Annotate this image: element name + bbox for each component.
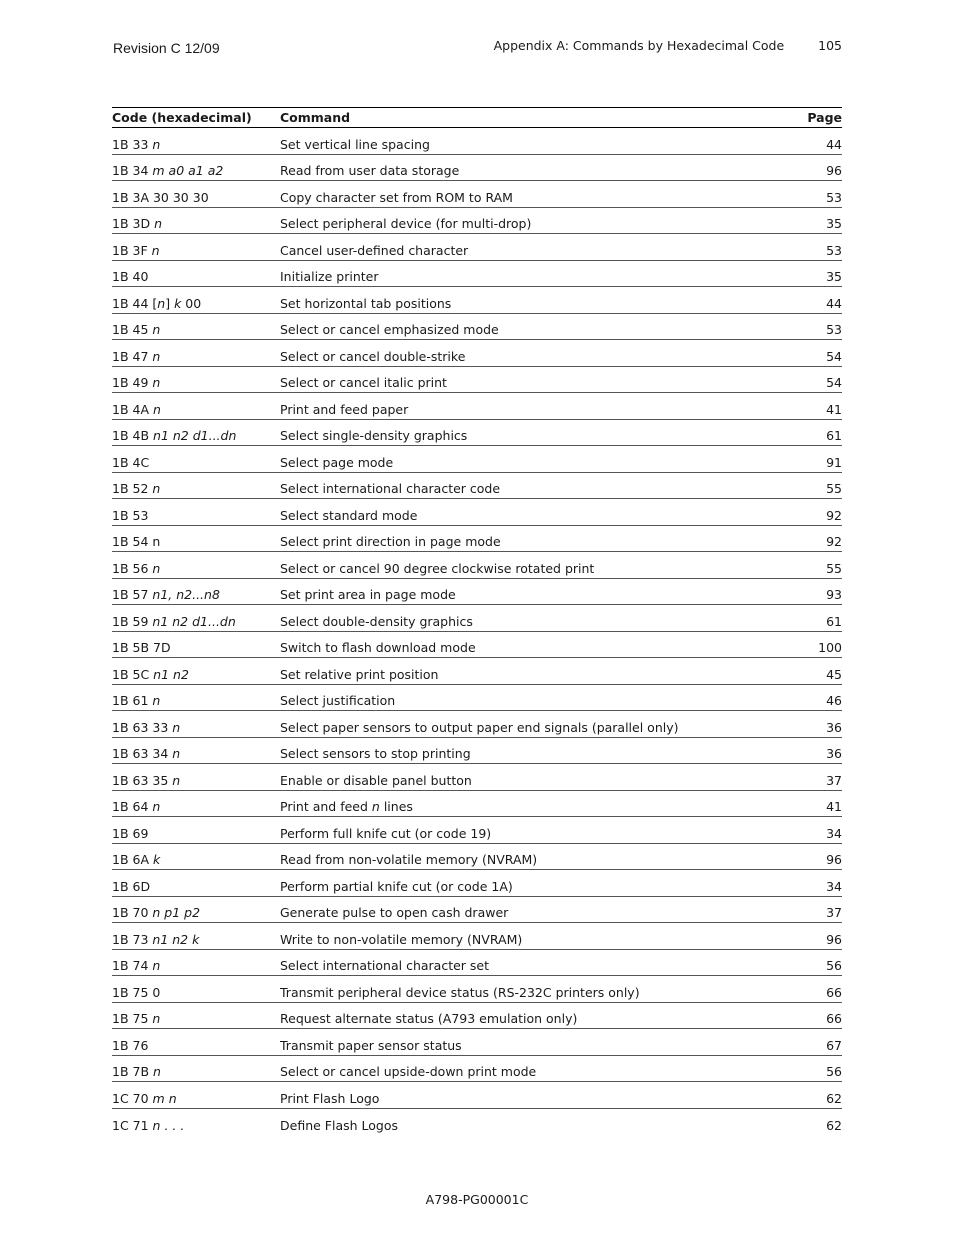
code-text: 1B 3A 30 30 30: [112, 189, 209, 205]
code-cell: [112, 137, 280, 152]
table-row: [112, 1029, 842, 1056]
code-cell: [112, 958, 280, 973]
code-cell: [112, 481, 280, 496]
command-cell: [280, 508, 782, 523]
page-cell: 36: [826, 746, 842, 761]
table-row: [112, 923, 842, 950]
page-cell: 55: [826, 560, 842, 576]
code-cell: [112, 269, 280, 284]
page-cell: 44: [826, 295, 842, 311]
code-parameter: n . . .: [152, 1118, 185, 1133]
command-cell: [280, 534, 782, 549]
table-row: [112, 950, 842, 977]
code-cell: [112, 614, 280, 629]
table-row: [112, 1056, 842, 1083]
command-text: Enable or disable panel button: [280, 772, 472, 788]
table-row: [112, 605, 842, 632]
running-header: [494, 38, 842, 53]
table-row: [112, 499, 842, 526]
command-cell: [280, 958, 782, 973]
code-cell: [112, 402, 280, 417]
page-cell: 54: [826, 375, 842, 390]
command-text: Select or cancel italic print: [280, 375, 447, 390]
page-cell: 35: [826, 269, 842, 284]
code-text: 1B 49: [112, 375, 149, 390]
command-cell: [280, 799, 782, 814]
code-text: 1B 63 34: [112, 746, 169, 761]
page-cell: 53: [826, 242, 842, 258]
code-cell: [112, 826, 280, 841]
table-header: [112, 107, 842, 128]
table-row: [112, 579, 842, 606]
command-text: Set print area in page mode: [280, 587, 456, 602]
page-cell: 93: [826, 587, 842, 602]
code-parameter: n: [157, 295, 166, 311]
page-cell: 54: [826, 348, 842, 364]
code-cell: [112, 1064, 280, 1079]
table-row: [112, 711, 842, 738]
command-cell: [280, 243, 782, 258]
revision-label: Revision C 12/09: [113, 40, 220, 56]
command-cell: [280, 269, 782, 284]
command-cell: [280, 137, 782, 152]
command-cell: [280, 932, 782, 947]
code-parameter: n: [172, 772, 181, 788]
command-cell: [280, 1118, 782, 1133]
page-cell: 37: [826, 905, 842, 920]
code-parameter: n: [152, 560, 161, 576]
code-text: 1B 75: [112, 1011, 149, 1026]
header-page: Page: [807, 110, 842, 125]
page-cell: 53: [826, 189, 842, 205]
page-cell: 44: [826, 136, 842, 152]
code-cell: [112, 1038, 280, 1053]
command-cell: [280, 852, 782, 867]
command-text: Perform partial knife cut (or code 1A): [280, 878, 513, 894]
page-cell: 56: [826, 1064, 842, 1079]
code-cell: [112, 746, 280, 761]
code-text: 1B 64: [112, 799, 149, 814]
table-row: [112, 155, 842, 182]
command-text: Select or cancel 90 degree clockwise rotated print: [280, 560, 595, 576]
code-parameter: n: [152, 322, 161, 337]
code-text: 1B 40: [112, 269, 149, 284]
page-cell: 36: [826, 719, 842, 735]
command-cell: [280, 667, 782, 682]
page-cell: 96: [826, 931, 842, 947]
code-text: 1B 73: [112, 931, 149, 947]
command-cell: [280, 985, 782, 1000]
code-text: 1B 69: [112, 825, 149, 841]
page-cell: 55: [826, 481, 842, 496]
code-cell: [112, 720, 280, 735]
command-cell: [280, 720, 782, 735]
code-parameter: k: [153, 852, 161, 867]
code-text: 1B 3F: [112, 242, 148, 258]
command-cell: [280, 1038, 782, 1053]
table-row: [112, 685, 842, 712]
page-cell: 56: [826, 958, 842, 973]
code-text: 1B 4B: [112, 428, 150, 443]
code-text: ]: [165, 295, 175, 311]
table-row: [112, 1109, 842, 1136]
code-cell: [112, 985, 280, 1000]
code-parameter: n: [151, 242, 160, 258]
table-row: [112, 128, 842, 155]
command-text: Switch to flash download mode: [280, 640, 476, 655]
code-text: 1B 52: [112, 481, 149, 496]
table-row: [112, 420, 842, 447]
code-cell: [112, 428, 280, 443]
page-cell: 67: [826, 1037, 842, 1053]
command-cell: [280, 428, 782, 443]
table-row: [112, 181, 842, 208]
code-cell: [112, 640, 280, 655]
code-text: 1B 57: [112, 587, 149, 602]
section-title: Appendix A: Commands by Hexadecimal Code: [493, 38, 785, 53]
code-text: 1B 44 [: [112, 295, 158, 311]
table-row: [112, 340, 842, 367]
command-cell: [280, 349, 782, 364]
page-cell: 92: [826, 534, 842, 549]
command-cell: [280, 640, 782, 655]
command-text: Cancel user-defined character: [280, 242, 469, 258]
table-row: [112, 817, 842, 844]
table-row: [112, 552, 842, 579]
table-row: [112, 446, 842, 473]
page-cell: 91: [826, 454, 842, 470]
code-text: 1B 6A: [112, 852, 150, 867]
table-row: [112, 1003, 842, 1030]
commands-table: [112, 107, 842, 1135]
code-cell: [112, 296, 280, 311]
code-cell: [112, 1091, 280, 1106]
command-text: Select standard mode: [280, 507, 418, 523]
code-text: 1B 76: [112, 1037, 149, 1053]
code-cell: [112, 932, 280, 947]
table-body: [112, 128, 842, 1135]
code-text: 1B 34: [112, 163, 149, 178]
code-cell: [112, 534, 280, 549]
document-id: A798-PG00001C: [425, 1192, 529, 1207]
command-cell: [280, 216, 782, 231]
header-code: Code (hexadecimal): [112, 110, 252, 125]
code-cell: [112, 243, 280, 258]
page-cell: 96: [826, 163, 842, 178]
command-text: Select or cancel upside-down print mode: [280, 1064, 537, 1079]
page-cell: 34: [826, 825, 842, 841]
code-text: 1C 70: [112, 1090, 149, 1106]
code-cell: [112, 455, 280, 470]
code-text: 1B 63 35: [112, 772, 169, 788]
code-parameter: n1, n2...n8: [152, 587, 220, 602]
code-text: 1B 53: [112, 507, 149, 523]
command-text: Select single-density graphics: [280, 428, 468, 443]
code-text: 1B 6D: [112, 878, 151, 894]
table-row: [112, 473, 842, 500]
code-text: 1B 63 33: [112, 719, 169, 735]
table-row: [112, 791, 842, 818]
code-parameter: n: [152, 799, 161, 814]
code-text: 1B 45: [112, 322, 149, 337]
table-row: [112, 658, 842, 685]
command-text: Set horizontal tab positions: [280, 295, 452, 311]
code-text: 1B 33: [112, 136, 149, 152]
table-row: [112, 234, 842, 261]
command-text: Select print direction in page mode: [280, 534, 501, 549]
code-cell: [112, 693, 280, 708]
command-parameter: n: [371, 799, 380, 814]
code-cell: [112, 1011, 280, 1026]
command-text: Select justification: [280, 693, 396, 708]
code-parameter: n1 n2: [153, 666, 189, 682]
code-cell: [112, 190, 280, 205]
command-text: Transmit paper sensor status: [280, 1037, 462, 1053]
code-cell: [112, 852, 280, 867]
code-text: 1B 56: [112, 560, 149, 576]
table-row: [112, 632, 842, 659]
code-text: 1B 59: [112, 613, 149, 629]
page-cell: 96: [826, 852, 842, 867]
code-text: 1B 4A: [112, 401, 150, 417]
code-text: 1B 70: [112, 905, 149, 920]
page-cell: 34: [826, 878, 842, 894]
page-cell: 62: [826, 1090, 842, 1106]
command-cell: [280, 296, 782, 311]
page-cell: 46: [826, 693, 842, 708]
code-parameter: k: [174, 295, 182, 311]
page-cell: 35: [826, 216, 842, 231]
code-parameter: n p1 p2: [152, 905, 201, 920]
code-text: 1B 47: [112, 348, 149, 364]
code-text: 1B 4C: [112, 454, 150, 470]
command-cell: [280, 826, 782, 841]
code-text: 1B 5C: [112, 666, 150, 682]
code-parameter: n: [154, 216, 163, 231]
command-text: Transmit peripheral device status (RS-232C printers only): [280, 984, 640, 1000]
code-cell: [112, 216, 280, 231]
command-cell: [280, 879, 782, 894]
table-row: [112, 844, 842, 871]
command-text: Read from user data storage: [280, 163, 460, 178]
code-parameter: n: [153, 1064, 161, 1079]
command-cell: [280, 481, 782, 496]
code-cell: [112, 879, 280, 894]
code-parameter: n: [152, 375, 161, 390]
command-cell: [280, 402, 782, 417]
code-text: 1B 7B: [112, 1064, 150, 1079]
command-cell: [280, 905, 782, 920]
page-cell: 66: [826, 1011, 842, 1026]
code-parameter: n: [172, 719, 181, 735]
command-text: Select page mode: [280, 454, 394, 470]
code-parameter: n: [172, 746, 181, 761]
code-parameter: m n: [152, 1090, 177, 1106]
command-cell: [280, 561, 782, 576]
command-text: Set relative print position: [280, 666, 439, 682]
table-row: [112, 976, 842, 1003]
code-cell: [112, 375, 280, 390]
command-text: Print Flash Logo: [280, 1090, 380, 1106]
page-cell: 41: [826, 401, 842, 417]
code-text: 1B 75 0: [112, 984, 161, 1000]
command-text: Define Flash Logos: [280, 1118, 398, 1133]
table-row: [112, 314, 842, 341]
page-cell: 61: [826, 613, 842, 629]
code-text: 1B 5B 7D: [112, 640, 171, 655]
code-parameter: n: [152, 481, 161, 496]
command-cell: [280, 322, 782, 337]
code-parameter: n1 n2 d1...dn: [153, 428, 237, 443]
page-cell: 61: [826, 428, 842, 443]
command-cell: [280, 1091, 782, 1106]
code-text: 00: [181, 295, 202, 311]
command-text: lines: [379, 799, 413, 814]
command-text: Select international character set: [280, 958, 490, 973]
code-cell: [112, 587, 280, 602]
table-row: [112, 1082, 842, 1109]
command-text: Generate pulse to open cash drawer: [280, 905, 509, 920]
table-row: [112, 870, 842, 897]
page-cell: 53: [826, 322, 842, 337]
command-cell: [280, 587, 782, 602]
code-cell: [112, 773, 280, 788]
table-row: [112, 208, 842, 235]
code-text: 1B 61: [112, 693, 149, 708]
table-row: [112, 367, 842, 394]
code-parameter: n: [152, 1011, 161, 1026]
code-parameter: n: [153, 401, 161, 417]
table-row: [112, 287, 842, 314]
command-text: Select peripheral device (for multi-drop): [280, 216, 532, 231]
code-parameter: n: [152, 693, 161, 708]
command-text: Set vertical line spacing: [280, 136, 430, 152]
table-row: [112, 261, 842, 288]
table-row: [112, 738, 842, 765]
command-text: Print and feed: [280, 799, 368, 814]
code-parameter: n1 n2 d1...dn: [152, 613, 236, 629]
page-cell: 100: [818, 640, 842, 655]
code-parameter: m a0 a1 a2: [152, 163, 224, 178]
code-cell: [112, 905, 280, 920]
code-parameter: n: [152, 136, 161, 152]
table-row: [112, 526, 842, 553]
command-cell: [280, 693, 782, 708]
code-cell: [112, 349, 280, 364]
page-cell: 62: [826, 1118, 842, 1133]
code-parameter: n: [152, 958, 161, 973]
command-cell: [280, 773, 782, 788]
command-cell: [280, 1064, 782, 1079]
code-text: 1C 71: [112, 1118, 149, 1133]
command-cell: [280, 163, 782, 178]
command-cell: [280, 190, 782, 205]
command-cell: [280, 614, 782, 629]
table-row: [112, 393, 842, 420]
code-text: 1B 74: [112, 958, 149, 973]
command-text: Select sensors to stop printing: [280, 746, 471, 761]
page-cell: 41: [826, 799, 842, 814]
command-text: Request alternate status (A793 emulation only): [280, 1011, 578, 1026]
page-number: 105: [818, 38, 842, 53]
page-cell: 45: [826, 666, 842, 682]
table-row: [112, 764, 842, 791]
header-command: Command: [280, 110, 351, 125]
command-text: Write to non-volatile memory (NVRAM): [280, 931, 523, 947]
page-cell: 92: [826, 507, 842, 523]
code-cell: [112, 322, 280, 337]
code-parameter: n1 n2 k: [152, 931, 200, 947]
table-row: [112, 897, 842, 924]
command-text: Print and feed paper: [280, 401, 409, 417]
command-text: Initialize printer: [280, 269, 379, 284]
code-cell: [112, 667, 280, 682]
code-cell: [112, 799, 280, 814]
command-cell: [280, 1011, 782, 1026]
code-cell: [112, 561, 280, 576]
command-cell: [280, 746, 782, 761]
command-cell: [280, 375, 782, 390]
code-cell: [112, 163, 280, 178]
code-text: 1B 3D: [112, 216, 151, 231]
code-cell: [112, 1118, 280, 1133]
command-text: Select or cancel double-strike: [280, 348, 466, 364]
code-cell: [112, 508, 280, 523]
code-text: 1B 54 n: [112, 534, 161, 549]
command-cell: [280, 455, 782, 470]
page-cell: 37: [826, 772, 842, 788]
command-text: Select international character code: [280, 481, 501, 496]
command-text: Select paper sensors to output paper end signals (parallel only): [280, 719, 679, 735]
command-text: Perform full knife cut (or code 19): [280, 825, 492, 841]
command-text: Read from non-volatile memory (NVRAM): [280, 852, 538, 867]
page-cell: 66: [826, 984, 842, 1000]
code-parameter: n: [152, 348, 161, 364]
command-text: Copy character set from ROM to RAM: [280, 189, 513, 205]
command-text: Select or cancel emphasized mode: [280, 322, 499, 337]
command-text: Select double-density graphics: [280, 613, 473, 629]
